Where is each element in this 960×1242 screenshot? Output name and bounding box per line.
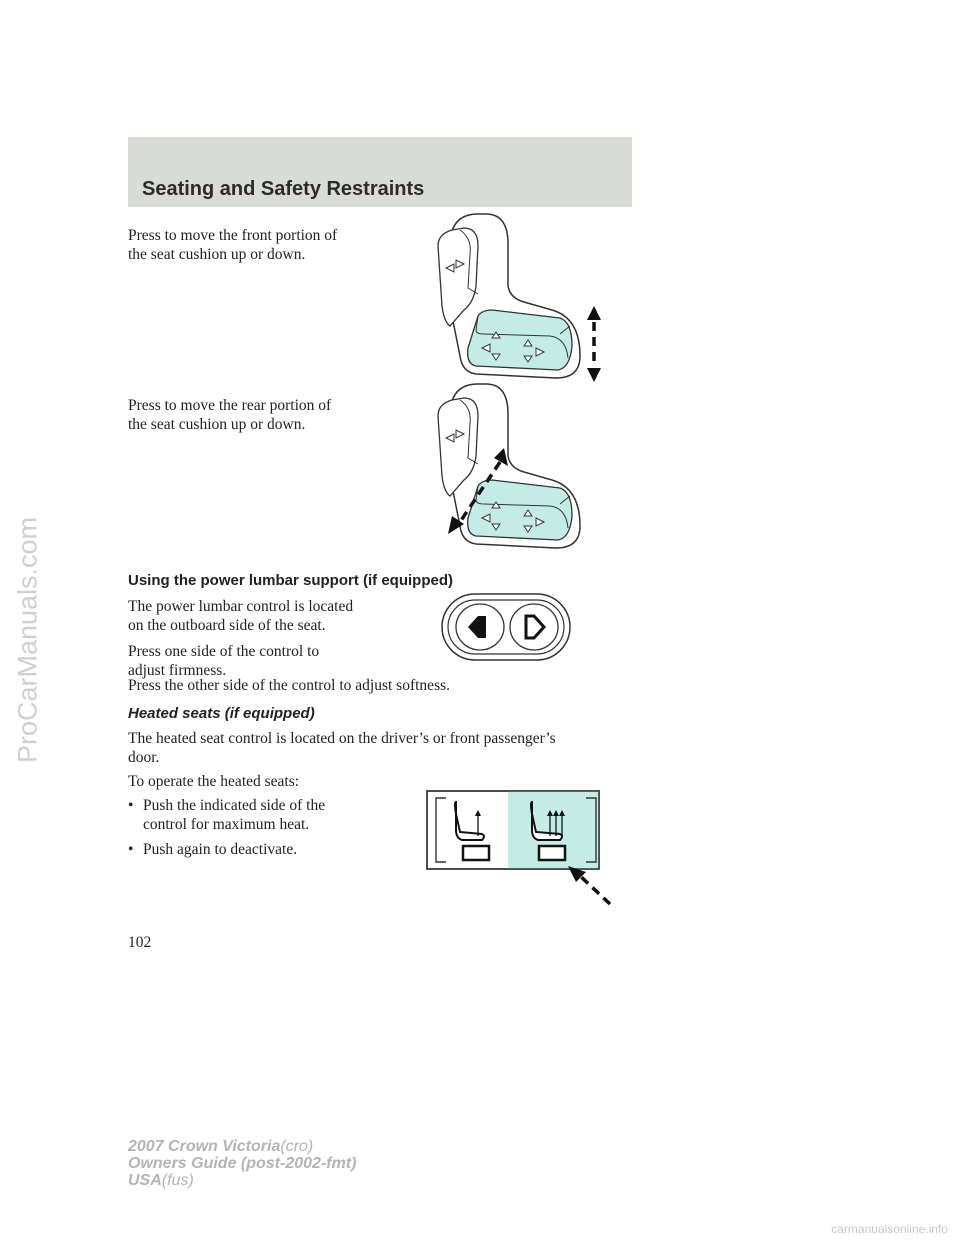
site-url: carmanualsonline.info: [831, 1222, 948, 1236]
bullet-mark: •: [128, 841, 134, 858]
list-item: [128, 796, 428, 834]
footer-market: USA: [128, 1172, 162, 1189]
text-line: the seat cushion up or down.: [128, 246, 306, 263]
lumbar-control-icon: [440, 592, 572, 664]
text-line: The heated seat control is located on the driver’s or front passenger’s: [128, 730, 556, 747]
lumbar-para-2: [128, 642, 428, 680]
text-line: adjust firmness.: [128, 662, 227, 679]
text-line: Push the indicated side of the: [143, 797, 326, 814]
section-title: Seating and Safety Restraints: [142, 178, 425, 200]
text-line: The power lumbar control is located: [128, 598, 354, 615]
footer-line-2: Owners Guide (post-2002-fmt): [128, 1155, 357, 1172]
watermark-text: ProCarManuals.com: [12, 516, 43, 764]
text-line: Press to move the front portion of: [128, 227, 338, 244]
footer-model-code: (cro): [280, 1138, 314, 1155]
text-line: Press to move the rear portion of: [128, 397, 332, 414]
lumbar-para-1: [128, 597, 428, 635]
heated-heading: Heated seats (if equipped): [128, 705, 315, 722]
text-line: control for maximum heat.: [143, 816, 310, 833]
footer-line-1: [128, 1138, 528, 1155]
lumbar-para-3: Press the other side of the control to adjust softness.: [128, 677, 451, 694]
heated-para-1: [128, 729, 648, 767]
footer-line-3: [128, 1172, 528, 1189]
bullet-mark: •: [128, 797, 134, 814]
front-cushion-text: [128, 226, 428, 264]
footer-market-code: (fus): [161, 1172, 194, 1189]
seat-control-rear-icon: [420, 376, 620, 556]
list-item: [128, 840, 428, 859]
seat-control-front-icon: [420, 206, 620, 386]
text-line: the seat cushion up or down.: [128, 416, 306, 433]
heated-seat-control-icon: [426, 790, 616, 908]
page-number: 102: [128, 934, 152, 951]
rear-cushion-text: [128, 396, 428, 434]
footer-model: 2007 Crown Victoria: [128, 1138, 281, 1155]
text-line: Press one side of the control to: [128, 643, 320, 660]
watermark: [8, 380, 48, 900]
text-line: door.: [128, 749, 160, 766]
heated-bullet-list: [128, 796, 428, 859]
heated-para-2: To operate the heated seats:: [128, 773, 300, 790]
lumbar-heading: Using the power lumbar support (if equipped): [128, 572, 453, 589]
document-footer: [128, 1138, 528, 1189]
text-line: on the outboard side of the seat.: [128, 617, 326, 634]
text-line: Push again to deactivate.: [143, 841, 298, 858]
